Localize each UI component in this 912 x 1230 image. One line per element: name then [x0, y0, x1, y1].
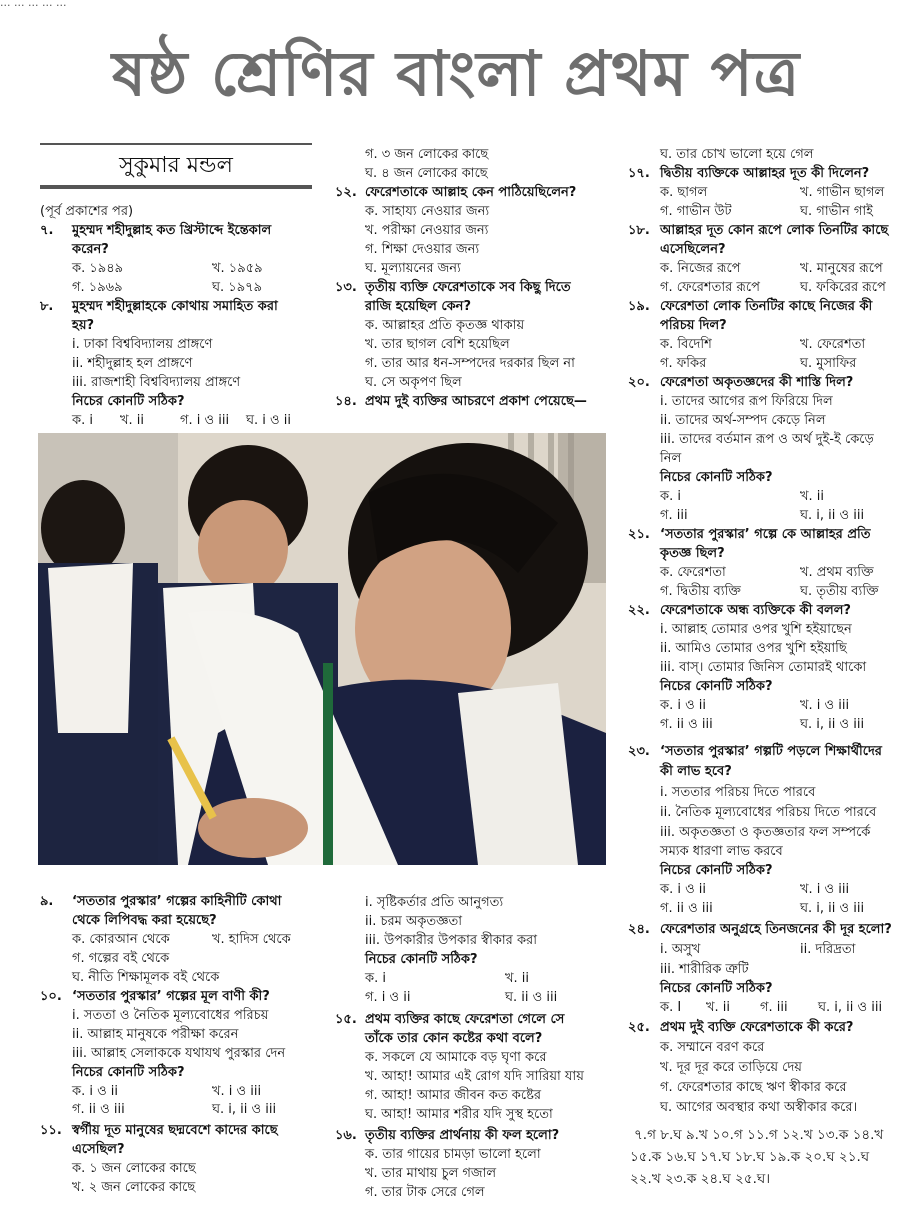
- q14-text: প্রথম দুই ব্যক্তির আচরণে প্রকাশ পেয়েছে—: [365, 394, 587, 409]
- q7-text-cont: করেন?: [72, 242, 109, 257]
- q10-option-b: খ. i ও iii: [212, 1084, 262, 1099]
- q14-which: নিচের কোনটি সঠিক?: [365, 952, 478, 967]
- q22-statement: i. আল্লাহ তোমার ওপর খুশি হইয়াছেন: [660, 622, 852, 637]
- q23-statement: i. সততার পরিচয় দিতে পারবে: [660, 785, 816, 800]
- q22-number: ২২.: [628, 603, 650, 618]
- q17-option-a: ক. ছাগল: [660, 185, 708, 200]
- q16-text: তৃতীয় ব্যক্তির প্রার্থনায় কী ফল হলো?: [365, 1128, 560, 1143]
- answer-key-line: ১৫.ক ১৬.ঘ ১৭.ঘ ১৮.ঘ ১৯.ক ২০.ঘ ২১.ঘ: [630, 1149, 870, 1165]
- q24-which: নিচের কোনটি সঠিক?: [660, 981, 773, 996]
- q22-text: ফেরেশতাকে অন্ধ ব্যক্তিকে কী বলল?: [660, 603, 851, 618]
- q21-option-b: খ. প্রথম ব্যক্তি: [800, 565, 874, 580]
- q18-number: ১৮.: [628, 223, 650, 238]
- q17-option-d: ঘ. গাভীন গাই: [800, 204, 873, 219]
- q23-option-a: ক. i ও ii: [660, 882, 707, 897]
- q22-option-b: খ. i ও iii: [800, 698, 850, 713]
- q19-number: ১৯.: [628, 299, 650, 314]
- q25-option-a: ক. সম্মানে বরণ করে: [660, 1040, 765, 1055]
- q7-number: ৭.: [40, 223, 54, 238]
- q19-option-b: খ. ফেরেশতা: [800, 337, 866, 352]
- q10-option-d: ঘ. i, ii ও iii: [212, 1102, 277, 1117]
- q8-option-c: গ. i ও iii: [180, 413, 230, 428]
- q15-text: প্রথম ব্যক্তির কাছে ফেরেশতা গেলে সে: [365, 1012, 565, 1027]
- q21-number: ২১.: [628, 527, 650, 542]
- q14-number: ১৪.: [335, 394, 357, 409]
- q8-text-cont: হয়?: [72, 318, 95, 333]
- q20-statement: i. তাদের আগের রূপ ফিরিয়ে দিল: [660, 394, 833, 409]
- q22-option-a: ক. i ও ii: [660, 698, 707, 713]
- q13-text-cont: রাজি হয়েছিল কেন?: [365, 299, 471, 314]
- q10-option-c: গ. ii ও iii: [72, 1102, 125, 1117]
- q16-option-a: ক. তার গায়ের চামড়া ভালো হলো: [365, 1147, 541, 1162]
- q14-statement: ii. চরম অকৃতজ্ঞতা: [365, 914, 463, 929]
- q11-text-cont: এসেছিল?: [72, 1142, 125, 1157]
- prev-note: (পূর্ব প্রকাশের পর): [40, 204, 134, 219]
- q16-number: ১৬.: [335, 1128, 357, 1143]
- q11-text: স্বর্গীয় দূত মানুষের ছদ্মবেশে কাদের কাছে: [72, 1123, 278, 1138]
- q16-option-b: খ. তার মাথায় চুল গজাল: [365, 1166, 497, 1181]
- q20-option-a: ক. i: [660, 489, 681, 504]
- author-name: সুকুমার মন্ডল: [119, 153, 233, 178]
- q21-option-c: গ. দ্বিতীয় ব্যক্তি: [660, 584, 741, 599]
- q21-text: ‘সততার পুরস্কার’ গল্পে কে আল্লাহর প্রতি: [660, 527, 871, 542]
- q20-statement: ii. তাদের অর্থ-সম্পদ কেড়ে নিল: [660, 413, 826, 428]
- q22-statement: ii. আমিও তোমার ওপর খুশি হইয়াছি: [660, 641, 847, 656]
- q10-statement: i. সততা ও নৈতিক মূল্যবোধের পরিচয়: [72, 1008, 269, 1023]
- q21-option-d: ঘ. তৃতীয় ব্যক্তি: [800, 584, 879, 599]
- q14-option-c: গ. i ও ii: [365, 990, 411, 1005]
- q15-number: ১৫.: [335, 1012, 357, 1027]
- q8-option-b: খ. ii: [120, 413, 145, 428]
- q12-number: ১২.: [335, 185, 357, 200]
- q13-option-b: খ. তার ছাগল বেশি হয়েছিল: [365, 337, 510, 352]
- q13-option-c: গ. তার আর ধন-সম্পদের দরকার ছিল না: [365, 356, 575, 371]
- q12-option-c: গ. শিক্ষা দেওয়ার জন্য: [365, 242, 480, 257]
- q25-text: প্রথম দুই ব্যক্তি ফেরেশতাকে কী করে?: [660, 1020, 854, 1035]
- q18-option-d: ঘ. ফকিরের রূপে: [800, 280, 886, 295]
- q24-statement: iii. শারীরিক ত্রুটি: [660, 962, 749, 977]
- q17-option-c: গ. গাভীন উট: [660, 204, 732, 219]
- q18-option-a: ক. নিজের রূপে: [660, 261, 741, 276]
- q7-option-b: খ. ১৯৫৯: [212, 261, 263, 276]
- answer-key-line: ২২.খ ২৩.ক ২৪.ঘ ২৫.ঘ।: [630, 1171, 771, 1187]
- q10-which: নিচের কোনটি সঠিক?: [72, 1065, 185, 1080]
- q11-option-d: ঘ. ৪ জন লোকের কাছে: [365, 166, 488, 181]
- q8-number: ৮.: [40, 299, 54, 314]
- q18-text-cont: এসেছিলেন?: [660, 242, 726, 257]
- q23-statement: সম্যক ধারণা লাভ করবে: [660, 844, 783, 859]
- q23-which: নিচের কোনটি সঠিক?: [660, 863, 773, 878]
- q9-number: ৯.: [40, 894, 54, 909]
- page-title: ষষ্ঠ শ্রেণির বাংলা প্রথম পত্র: [111, 37, 801, 110]
- q23-number: ২৩.: [628, 744, 650, 759]
- q25-option-d: ঘ. আগের অবস্থার কথা অস্বীকার করে।: [660, 1100, 858, 1115]
- student-photo: [38, 433, 606, 865]
- q25-option-b: খ. দূর দূর করে তাড়িয়ে দেয়: [660, 1060, 802, 1075]
- q23-statement: iii. অকৃতজ্ঞতা ও কৃতজ্ঞতার ফল সম্পর্কে: [660, 825, 871, 840]
- q20-which: নিচের কোনটি সঠিক?: [660, 470, 773, 485]
- q8-text: মুহম্মদ শহীদুল্লাহকে কোথায় সমাহিত করা: [72, 299, 278, 314]
- q17-number: ১৭.: [628, 166, 650, 181]
- q12-text: ফেরেশতাকে আল্লাহ কেন পাঠিয়েছিলেন?: [365, 185, 577, 200]
- q24-statement: ii. দরিদ্রতা: [800, 942, 856, 957]
- q8-statement: ii. শহীদুল্লাহ হল প্রাঙ্গণে: [72, 356, 193, 371]
- q13-number: ১৩.: [335, 280, 357, 295]
- q20-statement: নিল: [660, 451, 682, 466]
- q22-which: নিচের কোনটি সঠিক?: [660, 679, 773, 694]
- q14-statement: iii. উপকারীর উপকার স্বীকার করা: [365, 933, 537, 948]
- q10-statement: ii. আল্লাহ মানুষকে পরীক্ষা করেন: [72, 1027, 239, 1042]
- author-rule-top: [40, 143, 312, 145]
- q11-number: ১১.: [40, 1123, 62, 1138]
- q15-option-d: ঘ. আহা! আমার শরীর যদি সুস্থ হতো: [365, 1107, 553, 1122]
- q7-option-a: ক. ১৯৪৯: [72, 261, 124, 276]
- q16-option-c: গ. তার টাক সেরে গেল: [365, 1185, 485, 1200]
- q9-option-c: গ. গল্পের বই থেকে: [72, 951, 170, 966]
- q9-option-d: ঘ. নীতি শিক্ষামূলক বই থেকে: [72, 970, 220, 985]
- q19-text: ফেরেশতা লোক তিনটির কাছে নিজের কী: [660, 299, 873, 314]
- q25-number: ২৫.: [628, 1020, 650, 1035]
- author-rule-bottom: [40, 185, 312, 189]
- q24-option-a: ক. I: [660, 1000, 682, 1015]
- q18-text: আল্লাহর দূত কোন রূপে লোক তিনটির কাছে: [660, 223, 889, 238]
- q20-text: ফেরেশতা অকৃতজ্ঞদের কী শাস্তি দিল?: [660, 375, 854, 390]
- q8-statement: i. ঢাকা বিশ্ববিদ্যালয় প্রাঙ্গণে: [72, 337, 213, 352]
- q17-text: দ্বিতীয় ব্যক্তিকে আল্লাহর দূত কী দিলেন?: [660, 166, 870, 181]
- q12-option-b: খ. পরীক্ষা নেওয়ার জন্য: [365, 223, 489, 238]
- q23-statement: ii. নৈতিক মূল্যবোধের পরিচয় দিতে পারবে: [660, 805, 877, 820]
- q10-option-a: ক. i ও ii: [72, 1084, 119, 1099]
- q15-option-a: ক. সকলে যে আমাকে বড় ঘৃণা করে: [365, 1050, 547, 1065]
- q24-option-b: খ. ii: [706, 1000, 731, 1015]
- q24-statement: i. অসুখ: [660, 942, 701, 957]
- student-photo-illustration: [38, 433, 606, 865]
- q21-option-a: ক. ফেরেশতা: [660, 565, 726, 580]
- q9-option-a: ক. কোরআন থেকে: [72, 932, 170, 947]
- q19-option-c: গ. ফকির: [660, 356, 707, 371]
- q11-option-b: খ. ২ জন লোকের কাছে: [72, 1180, 196, 1195]
- q8-option-a: ক. i: [72, 413, 93, 428]
- q9-text-cont: থেকে লিপিবদ্ধ করা হয়েছে?: [72, 913, 217, 928]
- q22-option-c: গ. ii ও iii: [660, 717, 713, 732]
- q11-option-a: ক. ১ জন লোকের কাছে: [72, 1161, 196, 1176]
- q14-option-a: ক. i: [365, 971, 386, 986]
- q23-option-c: গ. ii ও iii: [660, 901, 713, 916]
- q14-option-d: ঘ. ii ও iii: [505, 990, 558, 1005]
- q24-option-d: ঘ. i, ii ও iii: [818, 1000, 883, 1015]
- q7-option-c: গ. ১৯৬৯: [72, 280, 123, 295]
- q15-option-c: গ. আহা! আমার জীবন কত কষ্টের: [365, 1088, 542, 1103]
- q10-statement: iii. আল্লাহ সেলাককে যথাযথ পুরস্কার দেন: [72, 1046, 286, 1061]
- q8-which: নিচের কোনটি সঠিক?: [72, 394, 185, 409]
- q8-statement: iii. রাজশাহী বিশ্ববিদ্যালয় প্রাঙ্গণে: [72, 375, 241, 390]
- q19-option-a: ক. বিদেশি: [660, 337, 712, 352]
- q15-text-cont: তাঁকে তার কোন কষ্টের কথা বলে?: [365, 1031, 543, 1046]
- q18-option-b: খ. মানুষের রূপে: [800, 261, 883, 276]
- q13-text: তৃতীয় ব্যক্তি ফেরেশতাকে সব কিছু দিতে: [365, 280, 571, 295]
- q23-option-d: ঘ. i, ii ও iii: [800, 901, 865, 916]
- q23-text-cont: কী লাভ হবে?: [660, 764, 732, 779]
- top-strip: ... ... ... ... ...: [0, 0, 67, 9]
- q10-number: ১০.: [40, 989, 62, 1004]
- q20-option-b: খ. ii: [800, 489, 825, 504]
- answer-key-line: ৭.গ ৮.ঘ ৯.খ ১০.গ ১১.গ ১২.খ ১৩.ক ১৪.খ: [634, 1127, 884, 1143]
- q24-number: ২৪.: [628, 922, 650, 937]
- q15-option-b: খ. আহা! আমার এই রোগ যদি সারিয়া যায়: [365, 1069, 584, 1084]
- q19-option-d: ঘ. মুসাফির: [800, 356, 857, 371]
- q9-option-b: খ. হাদিস থেকে: [212, 932, 291, 947]
- q16-option-d: ঘ. তার চোখ ভালো হয়ে গেল: [660, 147, 814, 162]
- q12-option-d: ঘ. মূল্যায়নের জন্য: [365, 261, 461, 276]
- q20-statement: iii. তাদের বর্তমান রূপ ও অর্থ দুই-ই কেড়ে: [660, 432, 874, 447]
- q8-option-d: ঘ. i ও ii: [246, 413, 291, 428]
- q20-option-d: ঘ. i, ii ও iii: [800, 508, 865, 523]
- q13-option-a: ক. আল্লাহর প্রতি কৃতজ্ঞ থাকায়: [365, 318, 525, 333]
- q22-statement: iii. বাস্। তোমার জিনিস তোমারই থাকো: [660, 660, 867, 675]
- q14-option-b: খ. ii: [505, 971, 530, 986]
- q24-option-c: গ. iii: [760, 1000, 788, 1015]
- q22-option-d: ঘ. i, ii ও iii: [800, 717, 865, 732]
- q12-option-a: ক. সাহায্য নেওয়ার জন্য: [365, 204, 490, 219]
- q21-text-cont: কৃতজ্ঞ ছিল?: [660, 546, 725, 561]
- q9-text: ‘সততার পুরস্কার’ গল্পের কাহিনীটি কোথা: [72, 894, 282, 909]
- q25-option-c: গ. ফেরেশতার কাছে ঋণ স্বীকার করে: [660, 1080, 847, 1095]
- q18-option-c: গ. ফেরেশতার রূপে: [660, 280, 760, 295]
- q14-statement: i. সৃষ্টিকর্তার প্রতি আনুগত্য: [365, 895, 504, 910]
- q7-text: মুহম্মদ শহীদুল্লাহ কত খ্রিস্টাব্দে ইন্তেকাল: [72, 223, 272, 238]
- q11-option-c: গ. ৩ জন লোকের কাছে: [365, 147, 489, 162]
- q10-text: ‘সততার পুরস্কার’ গল্পের মূল বাণী কী?: [72, 989, 270, 1004]
- q20-number: ২০.: [628, 375, 650, 390]
- q19-text-cont: পরিচয় দিল?: [660, 318, 727, 333]
- q23-option-b: খ. i ও iii: [800, 882, 850, 897]
- q17-option-b: খ. গাভীন ছাগল: [800, 185, 885, 200]
- q20-option-c: গ. iii: [660, 508, 688, 523]
- q23-text: ‘সততার পুরস্কার’ গল্পটি পড়লে শিক্ষার্থীদের: [660, 744, 882, 759]
- q7-option-d: ঘ. ১৯৭৯: [212, 280, 263, 295]
- q24-text: ফেরেশতার অনুগ্রহে তিনজনের কী দূর হলো?: [660, 922, 892, 937]
- q13-option-d: ঘ. সে অকৃপণ ছিল: [365, 375, 462, 390]
